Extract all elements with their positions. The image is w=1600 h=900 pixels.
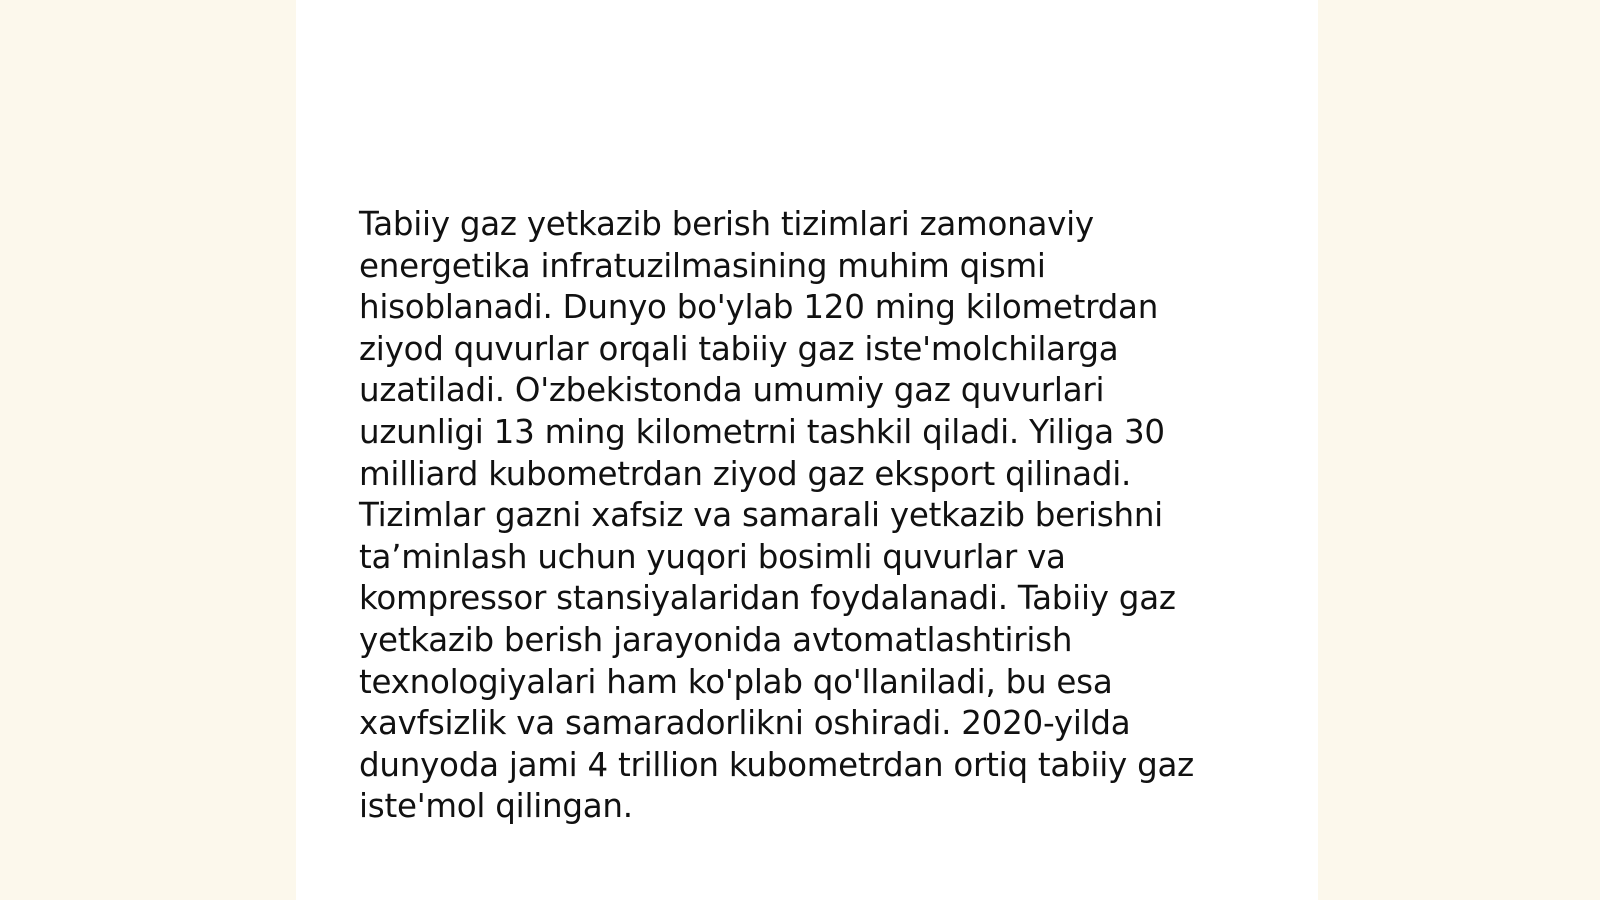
body-paragraph: Tabiiy gaz yetkazib berish tizimlari zamonaviy energetika infratuzilmasining muhim qismi hisoblanadi. Dunyo bo'ylab 120 ming kilometrdan ziyod quvurlar orqali tabiiy gaz iste'molchilarga uzatiladi. O'zbekistonda umumiy gaz quvurlari uzunligi 13 ming kilometrni tashkil qiladi. Yiliga 30 milliard kubometrdan ziyod gaz eksport qilinadi. Tizimlar gazni xafsiz va samarali yetkazib berishni ta’minlash uchun yuqori bosimli quvurlar va kompressor stansiyalaridan foydalanadi. Tabiiy gaz yetkazib berish jarayonida avtomatlashtirish texnologiyalari ham ko'plab qo'llaniladi, bu esa xavfsizlik va samaradorlikni oshiradi. 2020-yilda dunyoda jami 4 trillion kubometrdan ortiq tabiiy gaz iste'mol qilingan. — [359, 205, 1194, 826]
page-background-right — [1318, 0, 1600, 900]
document-page — [296, 0, 1318, 900]
page-background-left — [0, 0, 296, 900]
